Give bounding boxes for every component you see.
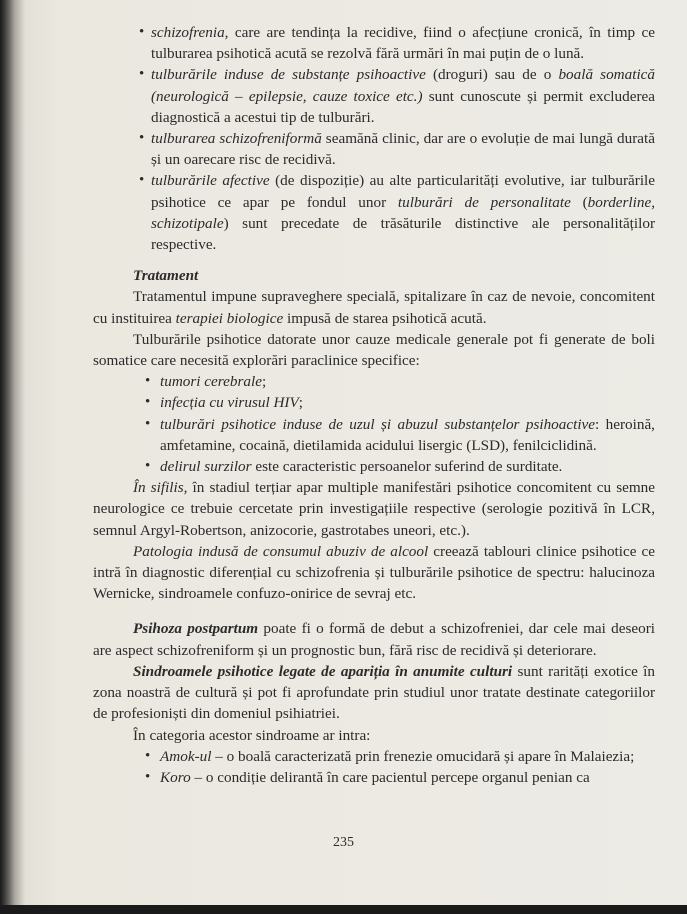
paragraph: Tulburările psihotice datorate unor cauze medicale generale pot fi generate de boli somatice care necesită explorări paraclinice specifice: — [93, 330, 655, 370]
paragraph: Psihoza postpartum poate fi o formă de debut a schizofreniei, dar cele mai deseori are aspect schizofreniform și un prognostic bun, fără risc de recidivă și deteriorare. — [93, 620, 655, 659]
list-item: • Koro – o condiție delirantă în care pacientul percepe organul penian ca — [93, 767, 655, 788]
list-item: • tulburările induse de substanțe psihoactive (droguri) sau de o boală somatică (neurologică – epilepsie, cauze toxice etc.) sunt cunoscute și permit excluderea diagnostică a acestui tip de tulburări. — [93, 64, 655, 128]
list-item: • tumori cerebrale; — [93, 371, 655, 392]
section-heading: Tratament — [133, 267, 199, 285]
list-item: • tulburarea schizofreniformă seamănă clinic, dar are o evoluție de mai lungă durată și un oarecare risc de recidivă. — [93, 128, 655, 170]
paragraph: În categoria acestor sindroame ar intra: — [133, 726, 371, 744]
paragraph: Sindroamele psihotice legate de apariția în anumite culturi sunt rarități exotice în zona noastră de cultură și pot fi aprofundate prin studiul unor tratate destinate categoriilor de profesioniști din domeniul psihiatriei. — [93, 662, 655, 723]
list-item: • tulburări psihotice induse de uzul și abuzul substanțelor psihoactive: heroină, amfetamine, cocaină, dietilamida acidului lisergic (LSD), fenilciclidină. — [93, 414, 655, 456]
differential-list — [93, 22, 655, 255]
list-item: • schizofrenia, care are tendința la recidive, fiind o afecțiune cronică, în timp ce tulburarea psihotică acută se rezolvă fără urmări în mai puțin de o lună. — [93, 22, 655, 64]
page-number: 235 — [333, 835, 354, 850]
spine-shadow — [0, 0, 26, 905]
paragraph: În sifilis, în stadiul terțiar apar multiple manifestări psihotice concomitent cu semne neurologice ce trebuie cercetate prin investigațiile respective (serologie pozitivă în LCR, semnul Argyl-Robertson, anizocorie, gastrotabes uneori, etc.). — [93, 479, 656, 539]
scan-edge — [0, 905, 687, 914]
paragraph: Patologia indusă de consumul abuziv de alcool creează tablouri clinice psihotice ce intră în diagnostic diferențial cu schizofrenia și tulburările psihotice de spectru: halucinoza Wernicke, sindroamele confuzo-onirice de sevraj etc. — [93, 542, 656, 603]
list-item: • tulburările afective (de dispoziție) au alte particularități evolutive, iar tulburările psihotice ce apar pe fondul unor tulburări de personalitate (borderline, schizotipale) sunt precedate de trăsăturile distinctive ale personalităților respective. — [93, 170, 655, 255]
causes-list — [93, 371, 655, 477]
culture-syndromes-list — [93, 746, 655, 788]
list-item: • delirul surzilor este caracteristic persoanelor suferind de surditate. — [93, 456, 655, 477]
list-item: • Amok-ul – o boală caracterizată prin frenezie omucidară și apare în Malaiezia; — [93, 746, 655, 767]
list-item: • infecția cu virusul HIV; — [93, 392, 655, 413]
page-content — [93, 22, 655, 788]
paragraph: Tratamentul impune supraveghere specială, spitalizare în caz de nevoie, concomitent cu instituirea terapiei biologice impusă de starea psihotică acută. — [93, 288, 655, 327]
